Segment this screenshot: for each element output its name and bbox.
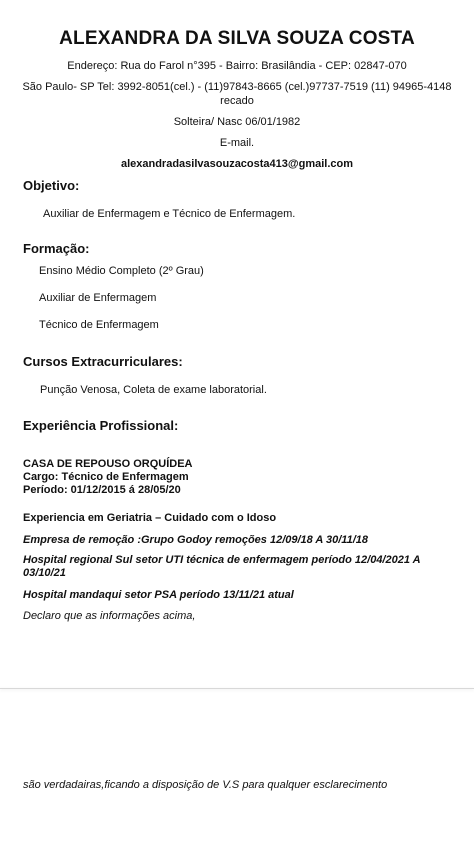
education-item: Ensino Médio Completo (2º Grau) — [39, 265, 204, 277]
removal-company: Empresa de remoção :Grupo Godoy remoções 12/09/18 A 30/11/18 — [23, 534, 369, 546]
phone-line: São Paulo- SP Tel: 3992-8051(cel.) - (11)97843-8665 (cel.)97737-7519 (11) 94965-4148 recado — [22, 81, 452, 107]
job-period: Período: 01/12/2015 á 28/05/20 — [23, 484, 181, 496]
page-divider — [0, 688, 474, 689]
email-label: E-mail. — [219, 137, 255, 149]
objective-text: Auxiliar de Enfermagem e Técnico de Enfermagem. — [43, 208, 296, 220]
email-address: alexandradasilvasouzacosta413@gmail.com — [120, 158, 354, 170]
address-line: Endereço: Rua do Farol n°395 - Bairro: Brasilândia - CEP: 02847-070 — [67, 60, 407, 72]
objective-heading: Objetivo: — [23, 178, 80, 193]
declaration-text: Declaro que as informações acima, — [23, 610, 196, 622]
hospital-mandaqui-experience: Hospital mandaqui setor PSA período 13/11/21 atual — [23, 589, 294, 601]
civil-status-line: Solteira/ Nasc 06/01/1982 — [173, 116, 301, 128]
declaration-continuation: são verdadairas,ficando a disposição de V.S para qualquer esclarecimento — [23, 779, 388, 791]
education-item: Auxiliar de Enfermagem — [39, 292, 157, 304]
hospital-sul-experience: Hospital regional Sul setor UTI técnica de enfermagem período 12/04/2021 A 03/10/21 — [23, 554, 421, 579]
company-name: CASA DE REPOUSO ORQUÍDEA — [23, 458, 193, 470]
education-item: Técnico de Enfermagem — [39, 319, 159, 331]
courses-heading: Cursos Extracurriculares: — [23, 354, 183, 369]
resume-page-2 — [0, 694, 474, 842]
job-role: Cargo: Técnico de Enfermagem — [23, 471, 189, 483]
geriatrics-experience: Experiencia em Geriatria – Cuidado com o Idoso — [23, 512, 277, 524]
courses-text: Punção Venosa, Coleta de exame laboratorial. — [40, 384, 267, 396]
experience-heading: Experiência Profissional: — [23, 418, 179, 433]
candidate-name: ALEXANDRA DA SILVA SOUZA COSTA — [59, 28, 415, 49]
education-heading: Formação: — [23, 241, 90, 256]
